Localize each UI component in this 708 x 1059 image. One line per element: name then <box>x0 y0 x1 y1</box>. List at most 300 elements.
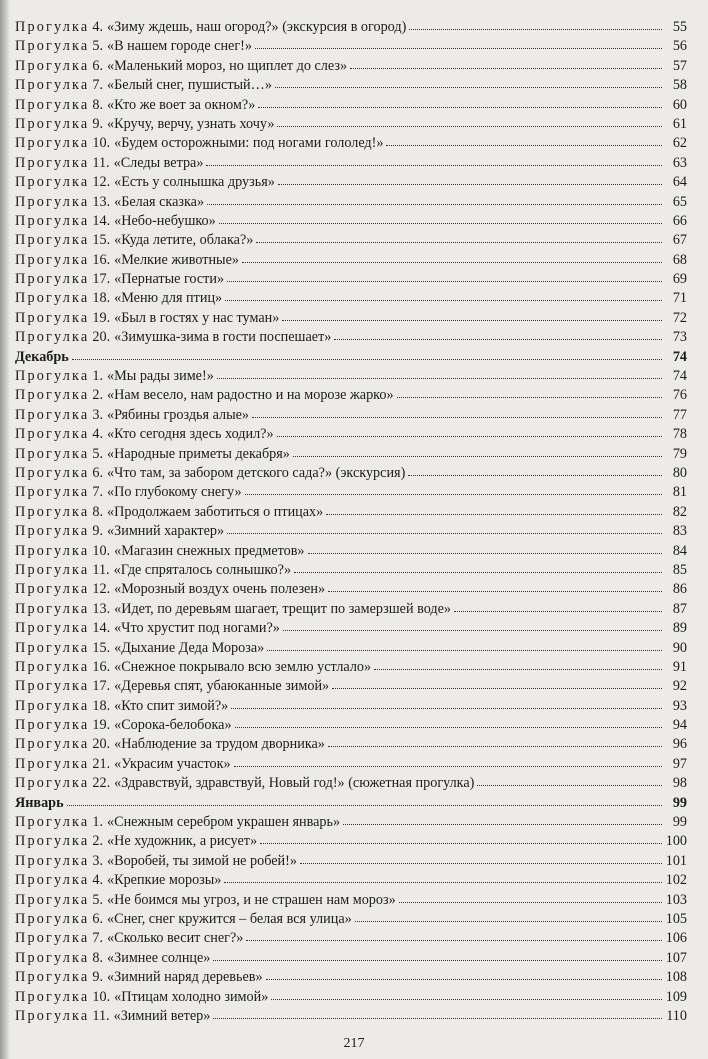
entry-prefix: Прогулка <box>15 77 90 94</box>
toc-entry <box>15 386 687 405</box>
entry-prefix: Прогулка <box>15 910 90 927</box>
entry-prefix: Прогулка <box>15 852 90 869</box>
toc-section-heading <box>15 794 687 813</box>
entry-prefix: Прогулка <box>15 988 90 1005</box>
dot-leader <box>350 67 662 69</box>
dot-leader <box>397 396 662 398</box>
entry-page-number: 90 <box>672 639 687 656</box>
entry-prefix: Прогулка <box>15 154 90 171</box>
toc-entry <box>15 18 687 37</box>
entry-number: 5. <box>92 891 104 908</box>
entry-prefix: Прогулка <box>15 96 90 113</box>
entry-page-number: 79 <box>672 445 687 462</box>
entry-number: 10. <box>92 135 111 152</box>
entry-page-number: 92 <box>672 678 687 695</box>
section-title: Январь <box>15 794 64 811</box>
dot-leader <box>399 901 662 903</box>
entry-title: «Зимнее солнце» <box>107 949 211 966</box>
entry-title: «Зимний наряд деревьев» <box>107 969 263 986</box>
toc-entry <box>15 367 687 386</box>
entry-page-number: 110 <box>666 1007 687 1024</box>
entry-number: 12. <box>92 174 111 191</box>
toc-entry <box>15 522 687 541</box>
dot-leader <box>224 881 662 883</box>
entry-page-number: 62 <box>672 135 687 152</box>
entry-number: 13. <box>92 193 111 210</box>
entry-page-number: 77 <box>672 406 687 423</box>
entry-prefix: Прогулка <box>15 1007 90 1024</box>
entry-title: «Пернатые гости» <box>114 271 225 288</box>
entry-page-number: 98 <box>672 775 687 792</box>
entry-number: 16. <box>92 251 111 268</box>
dot-leader <box>213 1017 662 1019</box>
dot-leader <box>267 649 662 651</box>
toc-entry <box>15 503 687 522</box>
entry-title: «Белая сказка» <box>114 193 205 210</box>
dot-leader <box>409 28 662 30</box>
entry-page-number: 103 <box>665 891 687 908</box>
entry-number: 9. <box>92 969 104 986</box>
entry-page-number: 85 <box>672 561 687 578</box>
entry-title: «Идет, по деревьям шагает, трещит по замерзшей воде» <box>114 600 451 617</box>
entry-page-number: 67 <box>672 232 687 249</box>
entry-title: «Нам весело, нам радостно и на морозе жарко» <box>107 387 394 404</box>
entry-number: 17. <box>92 678 111 695</box>
entry-number: 20. <box>92 736 111 753</box>
entry-prefix: Прогулка <box>15 38 90 55</box>
entry-title: «Деревья спят, убаюканные зимой» <box>114 678 330 695</box>
dot-leader <box>260 842 662 844</box>
dot-leader <box>255 47 662 49</box>
entry-number: 6. <box>92 464 104 481</box>
toc-entry <box>15 464 687 483</box>
entry-prefix: Прогулка <box>15 212 90 229</box>
toc-entry <box>15 968 687 987</box>
entry-prefix: Прогулка <box>15 290 90 307</box>
entry-prefix: Прогулка <box>15 329 90 346</box>
entry-number: 5. <box>92 445 104 462</box>
entry-prefix: Прогулка <box>15 949 90 966</box>
entry-title: «Магазин снежных предметов» <box>114 542 305 559</box>
entry-prefix: Прогулка <box>15 581 90 598</box>
toc-section-heading <box>15 348 687 367</box>
entry-title: «Есть у солнышка друзья» <box>114 174 275 191</box>
entry-title: «Дыхание Деда Мороза» <box>114 639 265 656</box>
entry-prefix: Прогулка <box>15 193 90 210</box>
entry-page-number: 107 <box>665 949 687 966</box>
toc-entry <box>15 270 687 289</box>
entry-title: «Зиму ждешь, наш огород?» (экскурсия в огород) <box>107 19 407 35</box>
toc-entry <box>15 96 687 115</box>
entry-title: «Будем осторожными: под ногами гололед!» <box>114 135 384 152</box>
toc-entry <box>15 774 687 793</box>
dot-leader <box>332 687 662 689</box>
entry-prefix: Прогулка <box>15 736 90 753</box>
entry-page-number: 60 <box>672 96 687 113</box>
entry-prefix: Прогулка <box>15 891 90 908</box>
entry-number: 7. <box>92 77 104 94</box>
dot-leader <box>477 784 662 786</box>
entry-page-number: 69 <box>672 271 687 288</box>
entry-page-number: 89 <box>672 620 687 637</box>
entry-number: 20. <box>92 329 111 346</box>
toc-entry <box>15 891 687 910</box>
entry-title: «Не боимся мы угроз, и не страшен нам мороз» <box>107 891 396 908</box>
toc-entry <box>15 697 687 716</box>
entry-page-number: 93 <box>672 697 687 714</box>
toc-entry <box>15 231 687 250</box>
entry-prefix: Прогулка <box>15 406 90 423</box>
entry-prefix: Прогулка <box>15 658 90 675</box>
entry-page-number: 100 <box>665 833 687 850</box>
entry-title: «Рябины гроздья алые» <box>107 406 250 423</box>
entry-page-number: 83 <box>672 523 687 540</box>
entry-title: «Снежное покрывало всю землю устлало» <box>114 658 372 675</box>
dot-leader <box>283 629 662 631</box>
entry-number: 14. <box>92 212 111 229</box>
toc-entry <box>15 406 687 425</box>
entry-number: 18. <box>92 697 111 714</box>
entry-prefix: Прогулка <box>15 872 90 889</box>
dot-leader <box>207 203 662 205</box>
dot-leader <box>275 86 662 88</box>
entry-number: 17. <box>92 271 111 288</box>
dot-leader <box>328 590 662 592</box>
entry-title: «Что там, за забором детского сада?» (экскурсия) <box>107 464 406 481</box>
entry-page-number: 105 <box>665 910 687 927</box>
toc-entry <box>15 949 687 968</box>
dot-leader <box>328 745 662 747</box>
toc-entry <box>15 735 687 754</box>
entry-title: «Мы рады зиме!» <box>107 368 214 385</box>
dot-leader <box>227 532 662 534</box>
entry-prefix: Прогулка <box>15 309 90 326</box>
entry-title: «Воробей, ты зимой не робей!» <box>107 852 297 869</box>
entry-prefix: Прогулка <box>15 387 90 404</box>
dot-leader <box>271 998 662 1000</box>
entry-page-number: 91 <box>672 658 687 675</box>
entry-prefix: Прогулка <box>15 232 90 249</box>
entry-title: «Крепкие морозы» <box>107 872 222 889</box>
dot-leader <box>213 959 662 961</box>
entry-title: «Белый снег, пушистый…» <box>107 77 272 94</box>
entry-title: «Снежным серебром украшен январь» <box>107 814 341 831</box>
entry-page-number: 76 <box>672 387 687 404</box>
toc-entry <box>15 755 687 774</box>
dot-leader <box>231 707 662 709</box>
entry-number: 11. <box>92 154 110 171</box>
entry-page-number: 101 <box>665 852 687 869</box>
entry-number: 2. <box>92 387 104 404</box>
entry-prefix: Прогулка <box>15 969 90 986</box>
entry-title: «Птицам холодно зимой» <box>114 988 269 1005</box>
entry-title: «Сорока-белобока» <box>114 717 232 734</box>
entry-number: 3. <box>92 852 104 869</box>
toc-entry <box>15 580 687 599</box>
entry-title: «Наблюдение за трудом дворника» <box>114 736 325 753</box>
toc-entry <box>15 910 687 929</box>
book-spine-shadow <box>0 0 10 1059</box>
entry-prefix: Прогулка <box>15 271 90 288</box>
entry-number: 15. <box>92 639 111 656</box>
entry-number: 3. <box>92 406 104 423</box>
dot-leader <box>246 939 662 941</box>
entry-page-number: 58 <box>672 77 687 94</box>
entry-prefix: Прогулка <box>15 174 90 191</box>
toc-entry <box>15 115 687 134</box>
entry-prefix: Прогулка <box>15 503 90 520</box>
entry-page-number: 80 <box>672 464 687 481</box>
entry-title: «В нашем городе снег!» <box>107 38 252 55</box>
entry-number: 4. <box>92 872 104 889</box>
entry-prefix: Прогулка <box>15 542 90 559</box>
dot-leader <box>343 823 662 825</box>
dot-leader <box>252 416 662 418</box>
dot-leader <box>293 455 662 457</box>
entry-prefix: Прогулка <box>15 814 90 831</box>
entry-title: «Кто сегодня здесь ходил?» <box>107 426 274 443</box>
dot-leader <box>72 358 662 360</box>
section-title: Декабрь <box>15 348 69 365</box>
toc-entry <box>15 561 687 580</box>
dot-leader <box>234 765 662 767</box>
dot-leader <box>294 571 662 573</box>
entry-number: 8. <box>92 949 104 966</box>
entry-prefix: Прогулка <box>15 620 90 637</box>
entry-page-number: 94 <box>672 717 687 734</box>
toc-entry <box>15 289 687 308</box>
entry-number: 10. <box>92 542 111 559</box>
entry-number: 21. <box>92 755 111 772</box>
entry-title: «Зимний ветер» <box>113 1007 211 1024</box>
dot-leader <box>300 862 662 864</box>
entry-prefix: Прогулка <box>15 19 90 35</box>
entry-number: 9. <box>92 115 104 132</box>
entry-page-number: 68 <box>672 251 687 268</box>
entry-page-number: 81 <box>672 484 687 501</box>
entry-page-number: 99 <box>672 794 687 811</box>
toc-entry <box>15 328 687 347</box>
entry-title: «Продолжаем заботиться о птицах» <box>107 503 324 520</box>
entry-page-number: 71 <box>672 290 687 307</box>
toc-entry <box>15 677 687 696</box>
entry-page-number: 55 <box>672 19 687 35</box>
entry-page-number: 97 <box>672 755 687 772</box>
entry-number: 11. <box>92 1007 110 1024</box>
toc-entry <box>15 193 687 212</box>
entry-title: «Где спряталось солнышко?» <box>113 561 292 578</box>
entry-page-number: 63 <box>672 154 687 171</box>
entry-page-number: 96 <box>672 736 687 753</box>
entry-title: «Сколько весит снег?» <box>107 930 244 947</box>
entry-title: «Небо-небушко» <box>114 212 216 229</box>
entry-number: 11. <box>92 561 110 578</box>
dot-leader <box>67 804 662 806</box>
toc-entry <box>15 929 687 948</box>
entry-number: 12. <box>92 581 111 598</box>
dot-leader <box>219 222 662 224</box>
entry-page-number: 78 <box>672 426 687 443</box>
toc-entry <box>15 76 687 95</box>
entry-prefix: Прогулка <box>15 930 90 947</box>
entry-page-number: 102 <box>665 872 687 889</box>
entry-title: «Украсим участок» <box>114 755 231 772</box>
entry-page-number: 106 <box>665 930 687 947</box>
entry-title: «Куда летите, облака?» <box>114 232 254 249</box>
entry-number: 19. <box>92 309 111 326</box>
entry-page-number: 61 <box>672 115 687 132</box>
table-of-contents <box>15 18 687 1026</box>
toc-entry <box>15 813 687 832</box>
entry-prefix: Прогулка <box>15 717 90 734</box>
entry-number: 18. <box>92 290 111 307</box>
entry-title: «Кто же воет за окном?» <box>107 96 256 113</box>
entry-prefix: Прогулка <box>15 561 90 578</box>
entry-page-number: 87 <box>672 600 687 617</box>
entry-title: «Что хрустит под ногами?» <box>114 620 280 637</box>
entry-prefix: Прогулка <box>15 426 90 443</box>
entry-page-number: 99 <box>672 814 687 831</box>
dot-leader <box>454 610 662 612</box>
entry-prefix: Прогулка <box>15 115 90 132</box>
entry-prefix: Прогулка <box>15 775 90 792</box>
entry-number: 19. <box>92 717 111 734</box>
entry-prefix: Прогулка <box>15 57 90 74</box>
dot-leader <box>217 377 662 379</box>
toc-entry <box>15 988 687 1007</box>
dot-leader <box>326 513 662 515</box>
toc-entry <box>15 212 687 231</box>
entry-number: 15. <box>92 232 111 249</box>
dot-leader <box>258 106 662 108</box>
entry-title: «Снег, снег кружится – белая вся улица» <box>107 910 352 927</box>
entry-number: 4. <box>92 19 104 35</box>
entry-title: «Не художник, а рисует» <box>107 833 258 850</box>
entry-page-number: 109 <box>665 988 687 1005</box>
toc-entry <box>15 309 687 328</box>
entry-title: «Был в гостях у нас туман» <box>114 309 280 326</box>
entry-number: 7. <box>92 930 104 947</box>
toc-entry <box>15 542 687 561</box>
dot-leader <box>278 183 662 185</box>
toc-entry <box>15 1007 687 1026</box>
entry-number: 22. <box>92 775 111 792</box>
entry-prefix: Прогулка <box>15 464 90 481</box>
entry-number: 8. <box>92 96 104 113</box>
entry-page-number: 74 <box>672 368 687 385</box>
dot-leader <box>206 164 662 166</box>
entry-title: «Здравствуй, здравствуй, Новый год!» (сюжетная прогулка) <box>114 775 475 792</box>
toc-entry <box>15 658 687 677</box>
dot-leader <box>266 978 662 980</box>
entry-number: 1. <box>92 368 104 385</box>
entry-page-number: 72 <box>672 309 687 326</box>
entry-page-number: 82 <box>672 503 687 520</box>
entry-number: 14. <box>92 620 111 637</box>
toc-entry <box>15 871 687 890</box>
dot-leader <box>408 474 662 476</box>
entry-title: «Следы ветра» <box>113 154 204 171</box>
entry-title: «Кручу, верчу, узнать хочу» <box>107 115 275 132</box>
entry-page-number: 64 <box>672 174 687 191</box>
entry-prefix: Прогулка <box>15 600 90 617</box>
toc-entry <box>15 37 687 56</box>
entry-title: «Зимушка-зима в гости поспешает» <box>114 329 332 346</box>
toc-entry <box>15 832 687 851</box>
toc-entry <box>15 425 687 444</box>
entry-prefix: Прогулка <box>15 445 90 462</box>
dot-leader <box>386 144 662 146</box>
entry-prefix: Прогулка <box>15 368 90 385</box>
entry-page-number: 66 <box>672 212 687 229</box>
dot-leader <box>242 261 662 263</box>
entry-number: 10. <box>92 988 111 1005</box>
toc-entry <box>15 600 687 619</box>
entry-number: 5. <box>92 38 104 55</box>
dot-leader <box>374 668 662 670</box>
entry-title: «Народные приметы декабря» <box>107 445 290 462</box>
entry-title: «Мелкие животные» <box>114 251 239 268</box>
toc-entry <box>15 173 687 192</box>
toc-entry <box>15 134 687 153</box>
dot-leader <box>277 125 662 127</box>
dot-leader <box>282 319 662 321</box>
dot-leader <box>256 241 662 243</box>
entry-number: 7. <box>92 484 104 501</box>
entry-number: 16. <box>92 658 111 675</box>
entry-page-number: 84 <box>672 542 687 559</box>
entry-page-number: 57 <box>672 57 687 74</box>
dot-leader <box>308 552 662 554</box>
entry-prefix: Прогулка <box>15 697 90 714</box>
entry-prefix: Прогулка <box>15 678 90 695</box>
entry-number: 6. <box>92 910 104 927</box>
entry-prefix: Прогулка <box>15 484 90 501</box>
toc-entry <box>15 57 687 76</box>
entry-page-number: 86 <box>672 581 687 598</box>
entry-number: 6. <box>92 57 104 74</box>
toc-entry <box>15 251 687 270</box>
entry-number: 8. <box>92 503 104 520</box>
dot-leader <box>245 493 662 495</box>
entry-title: «Зимний характер» <box>107 523 225 540</box>
dot-leader <box>235 726 662 728</box>
entry-prefix: Прогулка <box>15 135 90 152</box>
entry-prefix: Прогулка <box>15 523 90 540</box>
entry-number: 4. <box>92 426 104 443</box>
entry-number: 2. <box>92 833 104 850</box>
toc-entry <box>15 639 687 658</box>
dot-leader <box>355 920 662 922</box>
dot-leader <box>225 299 662 301</box>
entry-page-number: 56 <box>672 38 687 55</box>
entry-title: «Кто спит зимой?» <box>114 697 229 714</box>
dot-leader <box>227 280 662 282</box>
entry-prefix: Прогулка <box>15 251 90 268</box>
dot-leader <box>334 338 662 340</box>
entry-number: 9. <box>92 523 104 540</box>
entry-title: «Маленький мороз, но щиплет до слез» <box>107 57 348 74</box>
entry-title: «Меню для птиц» <box>114 290 223 307</box>
entry-page-number: 74 <box>672 348 687 365</box>
entry-page-number: 108 <box>665 969 687 986</box>
toc-entry <box>15 483 687 502</box>
dot-leader <box>277 435 662 437</box>
entry-prefix: Прогулка <box>15 639 90 656</box>
entry-page-number: 65 <box>672 193 687 210</box>
entry-number: 1. <box>92 814 104 831</box>
entry-title: «По глубокому снегу» <box>107 484 242 501</box>
